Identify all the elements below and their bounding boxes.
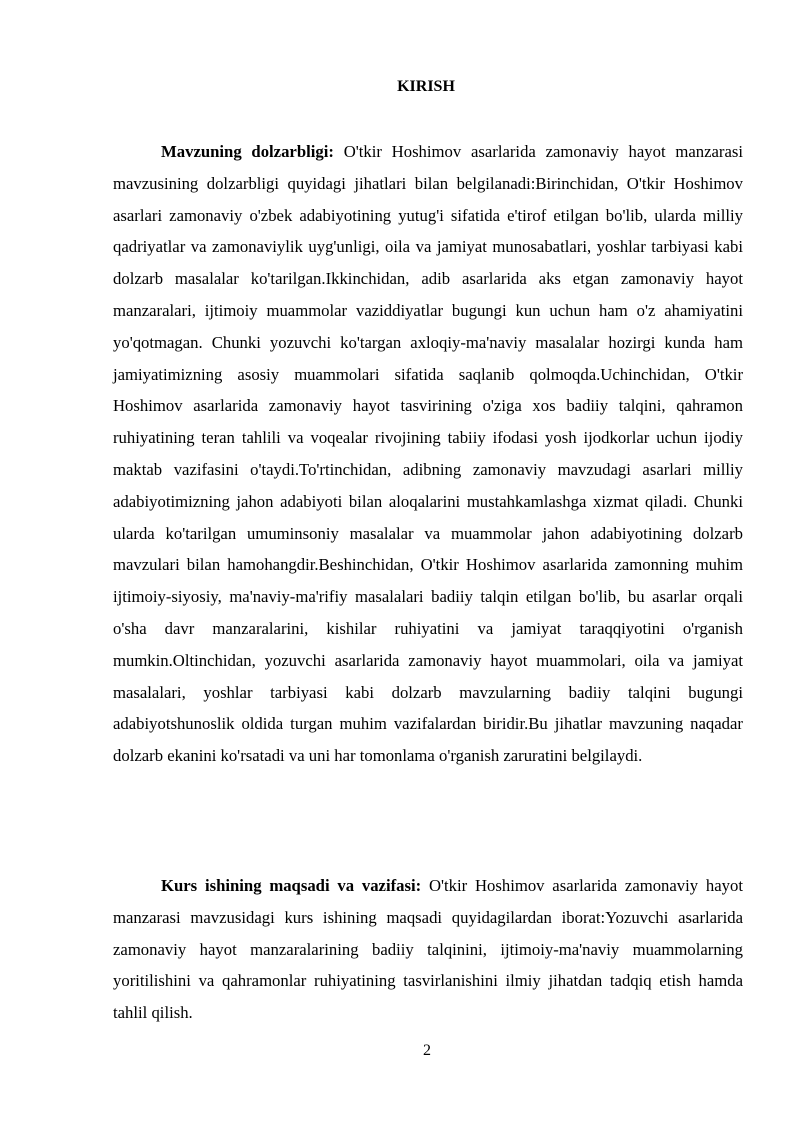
paragraph-body: O'tkir Hoshimov asarlarida zamonaviy hayot manzarasi mavzusining dolzarbligi quyidagi jihatlari bilan belgilanadi:Birinchidan, O'tkir Hoshimov asarlari zamonaviy o'zbek adabiyotining yutug'i sifatida e'tirof etilgan bo'lib, ularda milliy qadriyatlar va zamonaviylik uyg'unligi, oila va jamiyat munosabatlari, yoshlar tarbiyasi kabi dolzarb masalalar ko'tarilgan.Ikkinchidan, adib asarlarida aks etgan zamonaviy hayot manzaralari, ijtimoiy muammolar vaziddiyatlar bugungi kun uchun ham o'z ahamiyatini yo'qotmagan. Chunki yozuvchi ko'targan axloqiy-ma'naviy masalalar hozirgi kunda ham jamiyatimizning asosiy muammolari sifatida saqlanib qolmoqda.Uchinchidan, O'tkir Hoshimov asarlarida zamonaviy hayot tasvirining o'ziga xos badiiy talqini, qahramon ruhiyatining teran tahlili va voqealar rivojining tabiiy ifodasi yosh ijodkorlar uchun ijodiy maktab vazifasini o'taydi.To'rtinchidan, adibning zamonaviy mavzudagi asarlari milliy adabiyotimizning jahon adabiyoti bilan aloqalarini mustahkamlashga xizmat qiladi. Chunki ularda ko'tarilgan umuminsoniy masalalar va muammolar jahon adabiyotining dolzarb mavzulari bilan hamohangdir.Beshinchidan, O'tkir Hoshimov asarlarida zamonning muhim ijtimoiy-siyosiy, ma'naviy-ma'rifiy masalalari badiiy talqin etilgan bo'lib, bu asarlar orqali o'sha davr manzaralarini, kishilar ruhiyatini va jamiyat taraqqiyotini o'rganish mumkin.Oltinchidan, yozuvchi asarlarida zamonaviy hayot muammolari, oila va jamiyat masalalari, yoshlar tarbiyasi kabi dolzarb mavzularning badiiy talqini bugungi adabiyotshunoslik oldida turgan muhim vazifalardan biridir.Bu jihatlar mavzuning naqadar dolzarb ekanini ko'rsatadi va uni har tomonlama o'rganish zaruratini belgilaydi.: [113, 142, 743, 766]
paragraph-text: [113, 870, 743, 1029]
paragraph-goal: [113, 870, 743, 1029]
paragraph-lead: Kurs ishining maqsadi va vazifasi:: [161, 876, 422, 895]
paragraph-text: [113, 136, 743, 772]
paragraph-body: O'tkir Hoshimov asarlarida zamonaviy hayot manzarasi mavzusidagi kurs ishining maqsadi quyidagilardan iborat:Yozuvchi asarlarida zamonaviy hayot manzaralarining badiiy talqinini, ijtimoiy-ma'naviy muammolarning yoritilishini va qahramonlar ruhiyatining tasvirlanishini ilmiy jihatdan tadqiq etish hamda tahlil qilish.: [113, 876, 743, 1023]
page-title: KIRISH: [397, 78, 455, 95]
paragraph-relevance: [113, 136, 743, 772]
page-number: 2: [423, 1042, 431, 1059]
paragraph-lead: Mavzuning dolzarbligi:: [161, 142, 334, 161]
